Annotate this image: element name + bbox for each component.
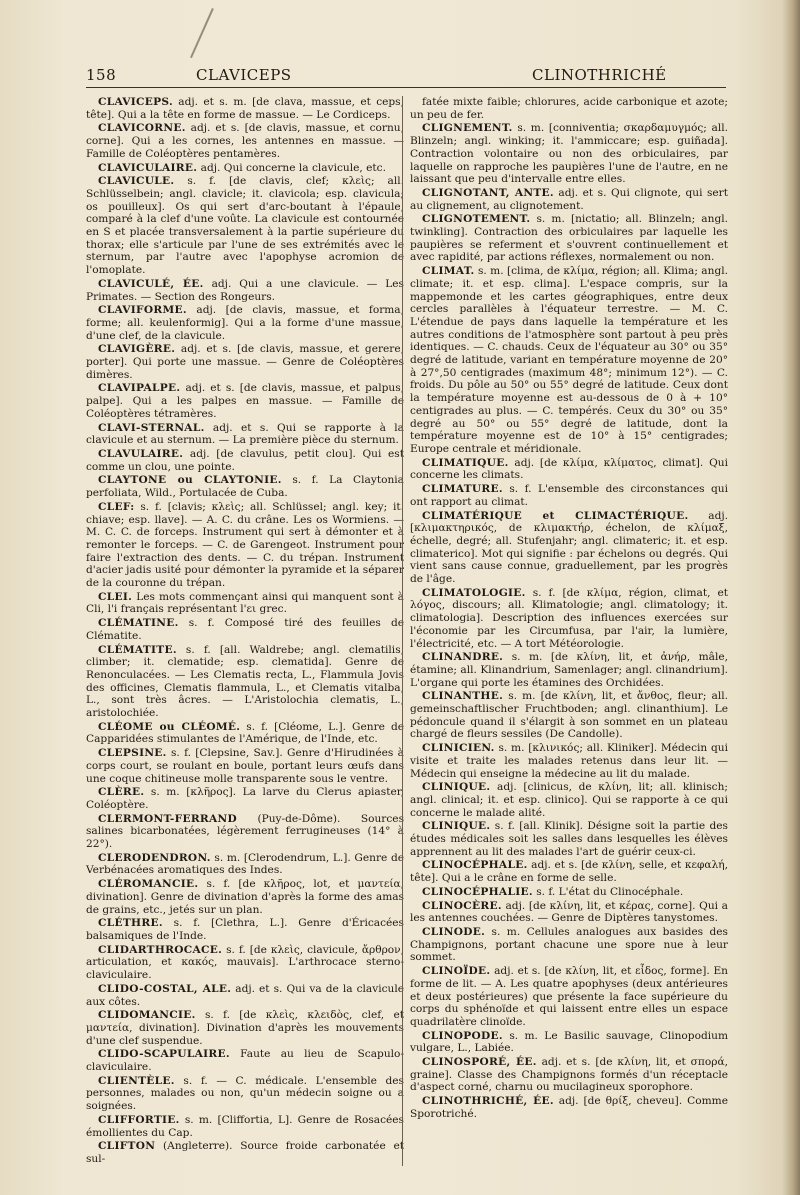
dictionary-entry <box>410 781 728 819</box>
entry-definition: s. f. [Clepsine, Sav.]. Genre d'Hirudinées à corps court, se roulant en boule, portant leurs œufs dans une coque chitineuse molle transparente sous le ventre. <box>86 747 404 785</box>
dictionary-entry <box>410 457 728 482</box>
dictionary-entry <box>410 742 728 780</box>
dictionary-entry <box>410 587 728 651</box>
dictionary-entry <box>410 926 728 964</box>
entry-definition: s. f. L'ensemble des circonstances qui ont rapport au climat. <box>410 483 728 508</box>
dictionary-entry <box>410 213 728 264</box>
entry-definition: Faute au lieu de Scapulo-claviculaire. <box>86 1048 405 1074</box>
entry-term: CLINANDRE. <box>422 651 504 664</box>
dictionary-entry <box>86 422 404 447</box>
pencil-mark <box>190 8 214 58</box>
entry-definition: s. m. [κλῆρος]. La larve du Clerus apiaster, Coléoptère. <box>86 786 404 811</box>
entry-definition: s. f. [all. Klinik]. Désigne soit la partie des études médicales soit les salles dans lesquelles les élèves apprennent au lit des malades l'art de guérir ceux-ci. <box>410 820 728 858</box>
dictionary-entry <box>86 983 404 1008</box>
entry-definition: s. m. [nictatio; all. Blinzeln; angl. twinkling]. Contraction des orbiculaires par laquelle les paupières se referment et s'ouvrent continuellement et avec rapidité, par actions réflexes, normalement ou non. <box>410 213 728 264</box>
entry-term: CLAVIPALPE. <box>98 382 181 395</box>
entry-term: CLINOTHRICHÉ, ÉE. <box>422 1095 554 1108</box>
entry-term: CLINIQUE. <box>422 820 491 833</box>
entry-term: CLIMATURE. <box>422 483 503 496</box>
dictionary-entry <box>410 510 728 586</box>
entry-term: CLAVICULAIRE. <box>98 161 198 174</box>
header-rule <box>86 87 726 88</box>
dictionary-entry <box>86 175 404 277</box>
page-number: 158 <box>86 66 117 84</box>
entry-definition: adj. Qui concerne la clavicule, etc. <box>200 161 386 174</box>
entry-term: CLAVULAIRE. <box>98 447 184 460</box>
dictionary-entry <box>410 965 728 1029</box>
entry-definition: adj. et s. [de κλίνη, selle, et κεφαλή, tête]. Qui a le crâne en forme de selle. <box>410 859 729 885</box>
entry-term: CLINIQUE. <box>422 781 491 794</box>
entry-term: CLIMATIQUE. <box>422 456 509 469</box>
entry-term: CLAVIFORME. <box>98 304 187 317</box>
entry-term: CLIFTON <box>98 1140 156 1153</box>
entry-term: CLIDARTHROCACE. <box>98 943 223 956</box>
entry-definition: s. m. Cellules analogues aux basides des Champignons, portant chacune une spore nue à leur sommet. <box>410 926 728 964</box>
entry-term: CLAVIGÈRE. <box>98 343 176 356</box>
dictionary-entry <box>410 1030 728 1055</box>
entry-definition: s. m. [de κλίνη, lit, et ἄνθος, fleur; all. gemeinschaftlischer Fruchtboden; angl. clinanthium]. Le pédoncule quand il s'élargit à son sommet en un plateau chargé de fleurs sessiles (De Candolle). <box>410 690 728 741</box>
entry-term: CLEPSINE. <box>98 747 167 760</box>
entry-definition: Les mots commençant ainsi qui manquent sont à Cli, l'i français représentant l'ει grec. <box>86 590 405 616</box>
dictionary-entry <box>410 886 728 899</box>
entry-definition: s. f. [all. Waldrebe; angl. clematilis, climber; it. clematide; esp. clematida]. Genre de Renonculacées. — Les Clematis recta, L., Flammula Jovis des officines, Clematis flammula, L., et Clematis vitalba, L., sont très âcres. — L'Aristolochia clematis, L., aristolochiée. <box>86 643 404 720</box>
dictionary-entry <box>410 859 728 884</box>
entry-definition: s. f. [de κλεὶς, clavicule, ἄρθρον, articulation, et κακός, mauvais]. L'arthrocace sterno-claviculaire. <box>86 943 404 982</box>
entry-term: CLIGNOTEMENT. <box>422 213 531 226</box>
entry-term: CLINICIEN. <box>422 742 495 755</box>
dictionary-entry <box>86 1009 404 1047</box>
dictionary-entry <box>86 1075 404 1113</box>
dictionary-entry <box>86 343 404 381</box>
entry-term: CLAVICULE. <box>98 175 175 188</box>
entry-definition: s. f. Composé tiré des feuilles de Clématite. <box>86 617 404 642</box>
entry-definition: adj. et s. [de κλίνη, lit, et σπορά, graine]. Classe des Champignons formés d'un réceptacle d'aspect corné, charnu ou mucilagineux sporophore. <box>410 1056 728 1094</box>
entry-definition: adj. [de κλίνη, lit, et κέρας, corne]. Qui a les antennes couchées. — Genre de Diptères tanystomes. <box>410 899 728 925</box>
dictionary-entry <box>86 96 404 121</box>
entry-definition: s. m. Le Basilic sauvage, Clinopodium vulgare, L., Labiée. <box>410 1029 728 1055</box>
running-head-left: CLAVICEPS <box>196 66 292 84</box>
left-column <box>86 96 404 1167</box>
entry-definition: adj. et s. Qui se rapporte à la clavicule et au sternum. — La première pièce du sternum. <box>86 421 404 447</box>
entry-definition: adj. et s. [de κλίνη, lit, et εἶδος, forme]. En forme de lit. — A. Les quatre apophyses (deux antérieures et deux postérieures) que présente la face supérieure du corps du sphénoïde et qui laissent entre elles un espace quadrilatère clinoïde. <box>410 965 729 1028</box>
entry-definition: adj. [de clavis, massue, et forma, forme; all. keulenformig]. Qui a la forme d'une massue, d'une clef, de la clavicule. <box>86 304 404 342</box>
entry-term: CLINOCÈRE. <box>422 899 502 912</box>
dictionary-entry <box>86 1140 404 1165</box>
entry-term: CLINOSPORÉ, ÉE. <box>422 1056 537 1069</box>
dictionary-entry <box>86 644 404 720</box>
entry-term: CLIDO-SCAPULAIRE. <box>98 1048 230 1061</box>
entry-term: CLINANTHE. <box>422 690 504 703</box>
dictionary-entry <box>410 265 728 456</box>
entry-term: CLINOCÉPHALIE. <box>422 885 533 898</box>
dictionary-entry <box>86 813 404 851</box>
dictionary-entry <box>410 96 728 121</box>
right-column <box>410 96 728 1122</box>
entry-term: CLINOCÉPHALE. <box>422 859 528 872</box>
entry-definition: s. m. [clima, de κλίμα, région; all. Klima; angl. climate; it. et esp. clima]. L'espace compris, sur la mappemonde et les cartes géographiques, entre deux cercles parallèles à l'équateur terrestre. — M. C. L'étendue de pays dans laquelle la température et les autres conditions de l'atmosphère sont partout à peu près identiques. — C. chauds. Ceux de l'équateur au 30° ou 35° degré de latitude, variant en température moyenne de 20° à 27°,50 centigrades (maximum 48°; minimum 12°). — C. froids. Du pôle au 50° ou 55° degré de latitude. Ceux dont la température moyenne est au-dessous de 0 à + 10° centigrades au plus. — C. tempérés. Ceux du 30° ou 35° degré au 50° ou 55° degré de latitude, dont la température moyenne est de 10° à 15° centigrades; Europe centrale et méridionale. <box>410 265 728 455</box>
entry-term: CLIMATOLOGIE. <box>422 586 526 599</box>
dictionary-entry <box>410 820 728 858</box>
entry-term: CLEF: <box>98 500 135 513</box>
entry-definition: adj. et s. m. [de clava, massue, et ceps, tête]. Qui a la tête en forme de massue. — Le Cordiceps. <box>86 96 404 121</box>
dictionary-entry <box>86 304 404 342</box>
entry-definition: adj. et s. Qui va de la clavicule aux côtes. <box>86 982 404 1008</box>
entry-definition: adj. et s. Qui clignote, qui sert au clignement, au clignotement. <box>410 186 729 212</box>
entry-definition: adj. et s. [de clavis, massue, et palpus, palpe]. Qui a les palpes en massue. — Famille de Coléoptères tétramères. <box>86 382 405 420</box>
entry-term: CLIFFORTIE. <box>98 1113 180 1126</box>
dictionary-entry <box>86 917 404 942</box>
entry-definition: adj. Qui a une clavicule. — Les Primates. — Section des Rongeurs. <box>86 277 404 303</box>
entry-term: CLINODE. <box>422 926 486 938</box>
entry-definition: fatée mixte faible; chlorures, acide carbonique et azote; un peu de fer. <box>410 96 728 121</box>
entry-term: CLÉMATITE. <box>98 643 177 656</box>
entry-definition: s. f. L'état du Clinocéphale. <box>536 885 684 898</box>
dictionary-entry <box>86 944 404 982</box>
entry-definition: s. m. [κλινικός; all. Kliniker]. Médecin qui visite et traite les malades retenus dans leur lit. — Médecin qui enseigne la médecine au lit du malade. <box>410 742 728 780</box>
dictionary-entry <box>86 852 404 877</box>
entry-term: CLIDO-COSTAL, ALE. <box>98 982 232 995</box>
entry-term: CLAVICULÉ, ÉE. <box>98 277 204 290</box>
dictionary-entry <box>86 162 404 175</box>
entry-term: CLIENTÈLE. <box>98 1074 175 1087</box>
dictionary-entry <box>86 501 404 590</box>
entry-definition: s. f. [clavis; κλεὶς; all. Schlüssel; angl. key; it. chiave; esp. llave]. — A. C. du crâne. Les os Wormiens. — M. C. C. de forceps. Instrument qui sert à démonter et à remonter le forceps. — C. de Garengeot. Instrument pour faire l'extraction des dents. — C. du trépan. Instrument d'acier jadis usité pour démonter la pyramide et la séparer de la couronne du trépan. <box>86 500 404 590</box>
dictionary-entry <box>86 747 404 785</box>
entry-term: CLÉTHRE. <box>98 917 163 930</box>
entry-definition: adj. [de κλίμα, κλίματος, climat]. Qui concerne les climats. <box>410 456 728 482</box>
entry-definition: s. m. [de κλίνη, lit, et ἀνήρ, mâle, étamine; all. Klinandrium, Samenlager; angl. clinandrium]. L'organe qui porte les étamines des Orchidées. <box>410 651 729 689</box>
entry-term: CLIGNEMENT. <box>422 122 513 135</box>
entry-definition: adj. [de θρίξ, cheveu]. Comme Sporotriché. <box>410 1095 728 1120</box>
dictionary-entry <box>410 1095 728 1120</box>
entry-definition: s. m. [Cliffortia, L]. Genre de Rosacées émollientes du Cap. <box>86 1113 404 1139</box>
entry-term: CLINOPODE. <box>422 1029 503 1042</box>
column-divider <box>402 96 403 1166</box>
entry-term: CLINOÏDE. <box>422 965 491 978</box>
dictionary-entry <box>410 900 728 925</box>
entry-definition: (Puy-de-Dôme). Sources salines bicarbonatées, légèrement ferrugineuses (14° à 22°). <box>86 812 405 851</box>
entry-term: CLÉOME ou CLÉOMÉ. <box>98 720 241 733</box>
entry-definition: adj. [clinicus, de κλίνη, lit; all. klinisch; angl. clinical; it. et esp. clinico]. Qui se rapporte à ce qui concerne le malade alité. <box>410 781 728 819</box>
dictionary-entry <box>410 651 728 689</box>
entry-definition: adj. et s. [de clavis, massue, et gerere, porter]. Qui porte une massue. — Genre de Coléoptères dimères. <box>86 343 404 381</box>
entry-definition: s. f. [de κλεὶς, κλειδὸς, clef, et μαντεία, divination]. Divination d'après les mouvements d'une clef suspendue. <box>86 1009 404 1047</box>
entry-definition: adj. et s. [de clavis, massue, et cornu, corne]. Qui a les cornes, les antennes en massue. — Famille de Coléoptères pentamères. <box>86 122 404 160</box>
dictionary-entry <box>86 278 404 303</box>
entry-term: CLAVICORNE. <box>98 122 186 135</box>
entry-term: CLERMONT-FERRAND <box>98 812 238 825</box>
dictionary-entry <box>410 187 728 212</box>
entry-term: CLÉROMANCIE. <box>98 878 199 891</box>
entry-definition: s. f. [de clavis, clef; κλεὶς; all. Schlüsselbein; angl. clavicle; it. clavicola; esp. clavicula; os pouilleux]. Os qui sert d'arc-boutant à l'épaule, comparé à la clef d'une voûte. La clavicule est contournée en S et placée transversalement à la partie supérieure du thorax; elle s'articule par l'une de ses extrémités avec le sternum, par l'autre avec l'apophyse acromion de l'omoplate. <box>86 175 404 277</box>
entry-definition: s. m. [Clerodendrum, L.]. Genre de Verbénacées aromatiques des Indes. <box>86 851 404 877</box>
dictionary-entry <box>86 617 404 642</box>
entry-definition: (Angleterre). Source froide carbonatée et sul- <box>86 1140 404 1165</box>
dictionary-entry <box>86 786 404 811</box>
entry-definition: adj. [κλιμακτηρικός, de κλιμακτήρ, échelon, de κλίμαξ, échelle, degré; all. Stufenjahr; angl. climateric; it. et esp. climaterico]. Mot qui signifie : par échelons ou degrés. Qui vient sans cause connue, graduellement, par les progrès de l'âge. <box>410 509 728 586</box>
entry-definition: s. f. La Claytonia perfoliata, Wild., Portulacée de Cuba. <box>86 474 404 500</box>
entry-definition: s. f. — C. médicale. L'ensemble des personnes, malades ou non, qu'un médecin soigne ou a soignées. <box>86 1074 404 1113</box>
dictionary-entry <box>410 483 728 508</box>
entry-term: CLIDOMANCIE. <box>98 1009 196 1022</box>
dictionary-entry <box>410 1056 728 1094</box>
dictionary-entry <box>86 721 404 746</box>
dictionary-entry <box>86 878 404 916</box>
entry-term: CLAVI-STERNAL. <box>98 421 205 434</box>
entry-term: CLIGNOTANT, ANTE. <box>422 186 554 199</box>
entry-definition: s. f. [de κλίμα, région, climat, et λόγος, discours; all. Klimatologie; angl. climatology; it. climatologia]. Description des influences exercées sur l'économie par les Circumfusa, par l'air, la lumière, l'électricité, etc. — A tort Météorologie. <box>410 586 728 650</box>
entry-term: CLIMAT. <box>422 265 475 278</box>
dictionary-entry <box>410 122 728 186</box>
entry-term: CLEI. <box>98 590 133 603</box>
dictionary-entry <box>86 1048 404 1073</box>
dictionary-entry <box>86 474 404 499</box>
page-header <box>86 66 726 88</box>
dictionary-entry <box>410 690 728 741</box>
entry-definition: s. m. [conniventia; σκαρδαμυγμός; all. Blinzeln; angl. winking; it. l'ammiccare; esp. guiñada]. Contraction volontaire ou non des orbiculaires, par laquelle on rapproche les paupières l'une de l'autre, en ne laissant que peu d'intervalle entre elles. <box>410 122 728 186</box>
entry-definition: s. f. [Clethra, L.]. Genre d'Éricacées balsamiques de l'Inde. <box>86 917 404 942</box>
entry-definition: adj. [de clavulus, petit clou]. Qui est comme un clou, une pointe. <box>86 447 404 473</box>
running-head-right: CLINOTHRICHÉ <box>532 66 667 84</box>
dictionary-entry <box>86 122 404 160</box>
entry-definition: s. f. [Cléome, L.]. Genre de Capparidées stimulantes de l'Amérique, de l'Inde, etc. <box>86 720 404 746</box>
entry-term: CLAYTONE ou CLAYTONIE. <box>98 474 282 487</box>
entry-term: CLÈRE. <box>98 786 145 799</box>
entry-term: CLÉMATINE. <box>98 617 179 630</box>
dictionary-entry <box>86 382 404 420</box>
entry-term: CLIMATÉRIQUE et CLIMACTÉRIQUE. <box>422 509 689 522</box>
entry-term: CLAVICEPS. <box>98 96 173 108</box>
dictionary-entry <box>86 448 404 473</box>
dictionary-entry <box>86 591 404 616</box>
page-spine-shadow <box>782 0 800 1195</box>
entry-definition: s. f. [de κλῆρος, lot, et μαντεία, divination]. Genre de divination d'après la forme des amas de grains, etc., jetés sur un plan. <box>86 878 404 916</box>
entry-term: CLERODENDRON. <box>98 851 211 864</box>
dictionary-entry <box>86 1114 404 1139</box>
